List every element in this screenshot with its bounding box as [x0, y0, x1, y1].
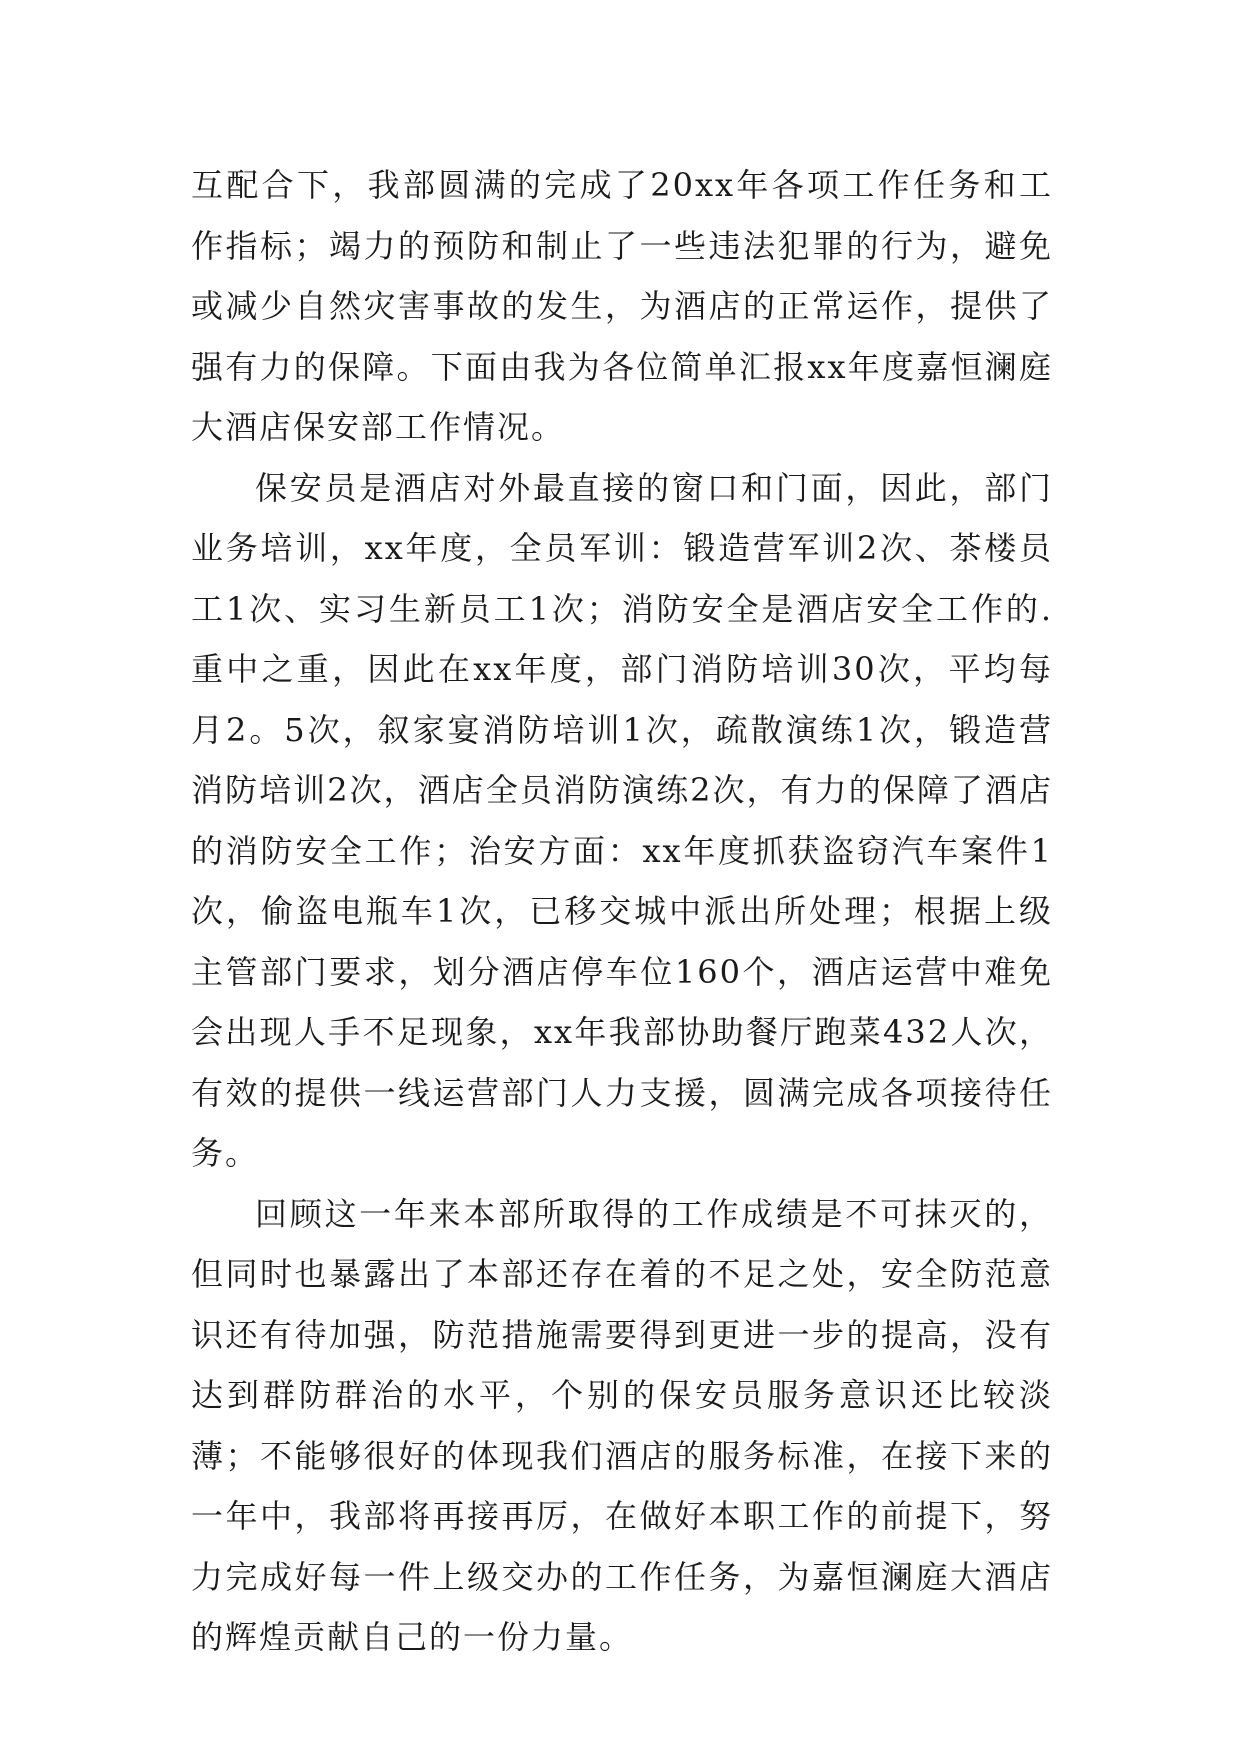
paragraph-3: 回顾这一年来本部所取得的工作成绩是不可抹灭的，但同时也暴露出了本部还存在着的不足之处，安全防范意识还有待加强，防范措施需要得到更进一步的提高，没有达到群防群治的水平，个别的保安员服务意识还比较淡薄；不能够很好的体现我们酒店的服务标准，在接下来的一年中，我部将再接再厉，在做好本职工作的前提下，努力完成好每一件上级交办的工作任务，为嘉恒澜庭大酒店的辉煌贡献自己的一份力量。: [191, 1194, 1053, 1656]
document-page: [191, 155, 1053, 1668]
paragraph-2: 保安员是酒店对外最直接的窗口和门面，因此，部门业务培训，xx年度，全员军训：锻造营军训2次、茶楼员工1次、实习生新员工1次；消防安全是酒店安全工作的.重中之重，因此在xx年度，部门消防培训30次，平均每月2。5次，叙家宴消防培训1次，疏散演练1次，锻造营消防培训2次，酒店全员消防演练2次，有力的保障了酒店的消防安全工作；治安方面：xx年度抓获盗窃汽车案件1次，偷盗电瓶车1次，已移交城中派出所处理；根据上级主管部门要求，划分酒店停车位160个，酒店运营中难免会出现人手不足现象，xx年我部协助餐厅跑菜432人次，有效的提供一线运营部门人力支援，圆满完成各项接待任务。: [191, 468, 1053, 1172]
paragraph-1: 互配合下，我部圆满的完成了20xx年各项工作任务和工作指标；竭力的预防和制止了一些违法犯罪的行为，避免或减少自然灾害事故的发生，为酒店的正常运作，提供了强有力的保障。下面由我为各位简单汇报xx年度嘉恒澜庭大酒店保安部工作情况。: [191, 166, 1053, 446]
